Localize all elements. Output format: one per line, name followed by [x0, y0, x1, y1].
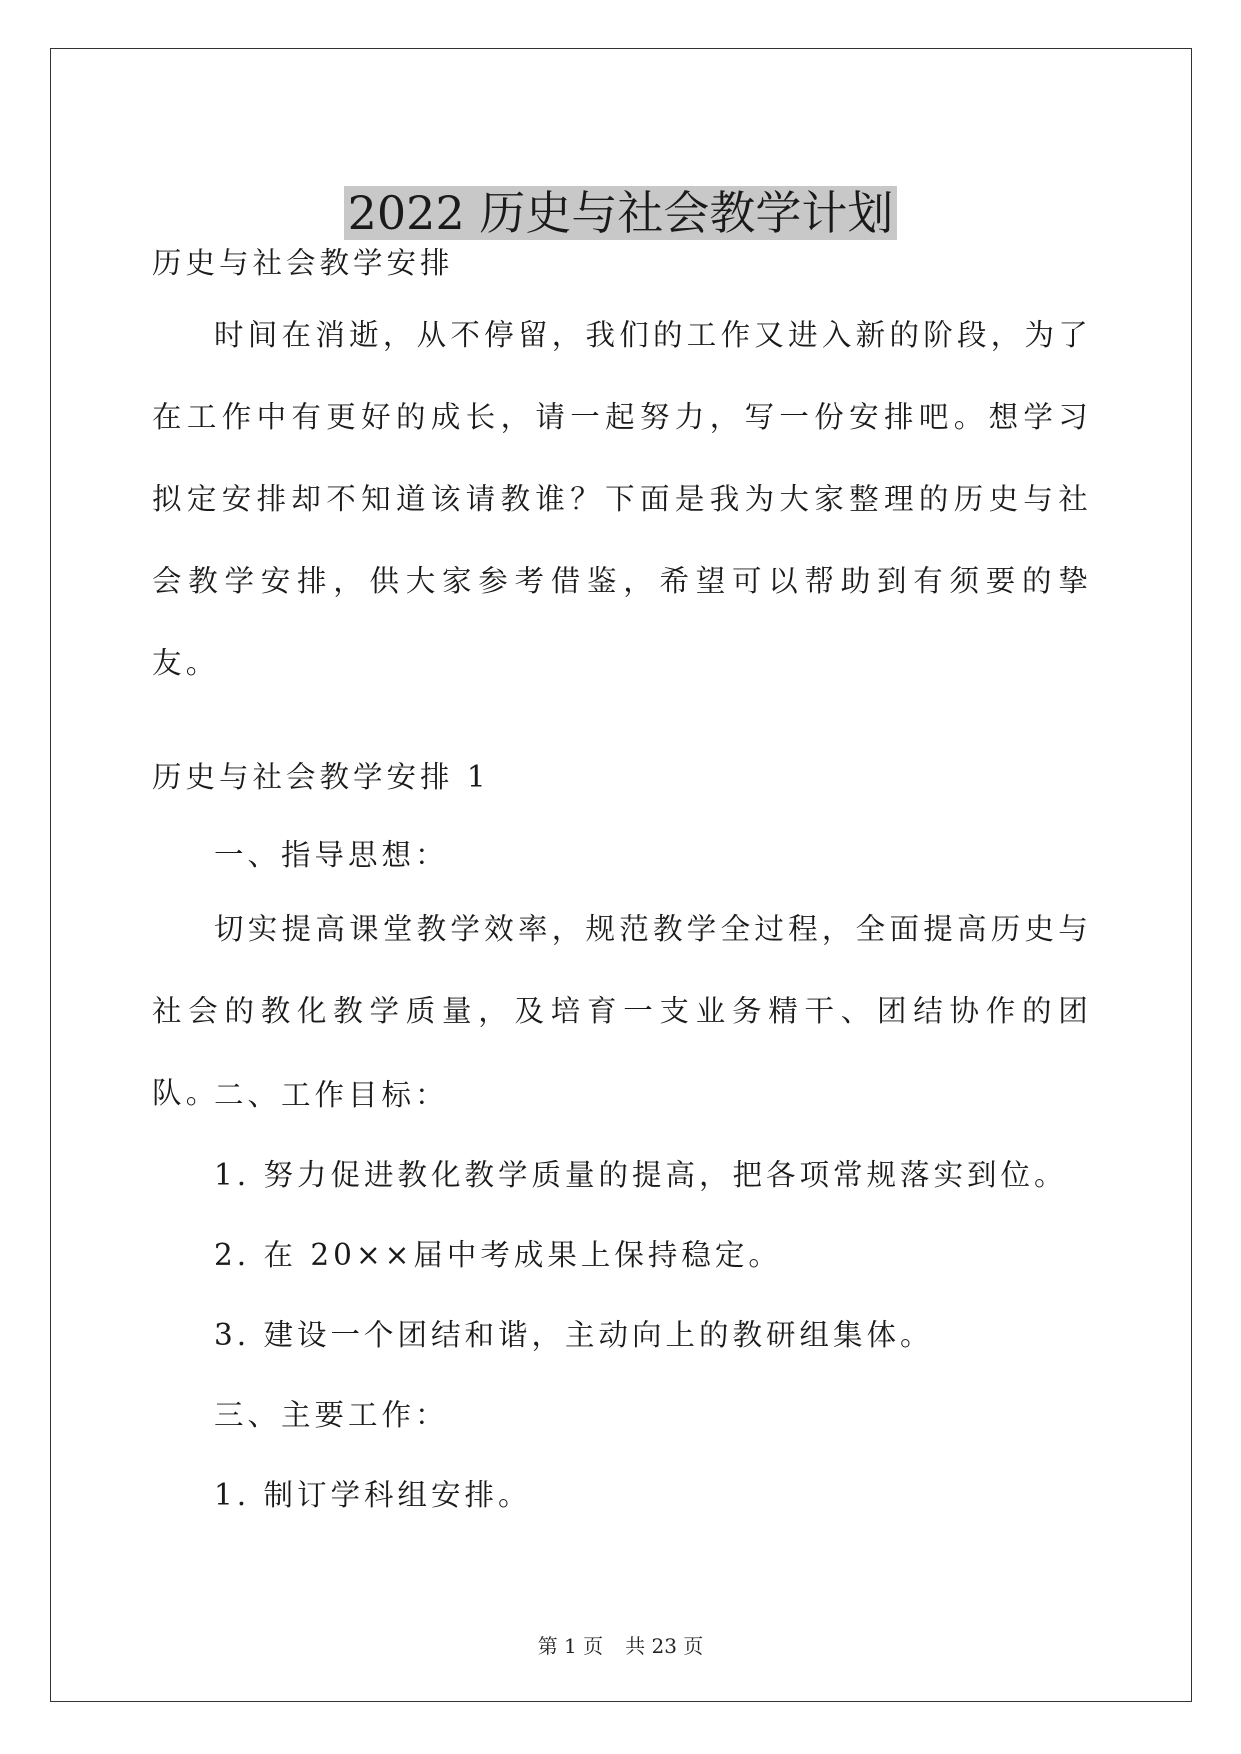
subsection-title: 三、主要工作：	[214, 1398, 449, 1432]
list-item: 3. 建设一个团结和谐，主动向上的教研组集体。	[214, 1318, 934, 1352]
subsection-title: 一、指导思想：	[214, 838, 449, 872]
subsection-title: 二、工作目标：	[214, 1078, 449, 1112]
section-heading: 历史与社会教学安排	[152, 246, 454, 280]
body-paragraph: 切实提高课堂教学效率，规范教学全过程，全面提高历史与社会的教化教学质量，及培育一支业务精干、团结协作的团队。	[152, 912, 1092, 1110]
page-number: 第 1 页	[537, 1634, 604, 1658]
intro-paragraph: 时间在消逝，从不停留，我们的工作又进入新的阶段，为了在工作中有更好的成长，请一起努力，写一份安排吧。想学习拟定安排却不知道该请教谁？下面是我为大家整理的历史与社会教学安排，供大家参考借鉴，希望可以帮助到有须要的挚友。	[152, 318, 1092, 680]
list-item: 2. 在 20××届中考成果上保持稳定。	[214, 1238, 782, 1272]
title-highlight: 2022 历史与社会教学计划	[344, 186, 898, 240]
list-item: 1. 努力促进教化教学质量的提高，把各项常规落实到位。	[214, 1158, 1068, 1192]
page-total: 共 23 页	[625, 1634, 704, 1658]
section-heading: 历史与社会教学安排 1	[152, 760, 490, 794]
page-footer	[0, 1630, 1241, 1659]
document-title	[0, 183, 1241, 243]
list-item: 1. 制订学科组安排。	[214, 1478, 532, 1512]
